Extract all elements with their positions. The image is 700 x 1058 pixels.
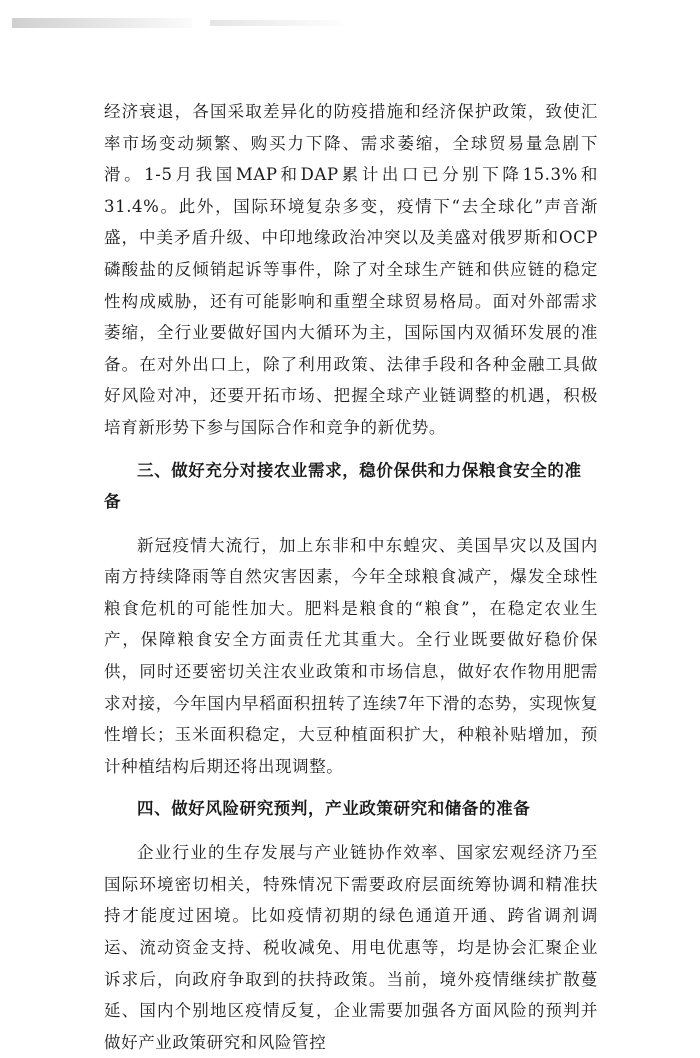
scan-artifact: [210, 20, 350, 26]
body-paragraph: 经济衰退，各国采取差异化的防疫措施和经济保护政策，致使汇率市场变动频繁、购买力下降、需求萎缩，全球贸易量急剧下滑。1-5月我国MAP和DAP累计出口已分别下降15.3%和31.4%。此外，国际环境复杂多变，疫情下“去全球化”声音渐盛，中美矛盾升级、中印地缘政治冲突以及美盛对俄罗斯和OCP磷酸盐的反倾销起诉等事件，除了对全球生产链和供应链的稳定性构成威胁，还有可能影响和重塑全球贸易格局。面对外部需求萎缩，全行业要做好国内大循环为主，国际国内双循环发展的准备。在对外出口上，除了利用政策、法律手段和各种金融工具做好风险对冲，还要开拓市场、把握全球产业链调整的机遇，积极培育新形势下参与国际合作和竞争的新优势。: [104, 102, 598, 437]
body-paragraph: 新冠疫情大流行，加上东非和中东蝗灾、美国旱灾以及国内南方持续降雨等自然灾害因素，今年全球粮食减产，爆发全球性粮食危机的可能性加大。肥料是粮食的“粮食”，在稳定农业生产，保障粮食安全方面责任尤其重大。全行业既要做好稳价保供，同时还要密切关注农业政策和市场信息，做好农作物用肥需求对接，今年国内早稻面积扭转了连续7年下滑的态势，实现恢复性增长；玉米面积稳定，大豆种植面积扩大，种粮补贴增加，预计种植结构后期还将出现调整。: [104, 535, 598, 776]
section-heading: 四、做好风险研究预判，产业政策研究和储备的准备: [137, 799, 531, 819]
document-page: [104, 96, 598, 1058]
section-heading: 三、做好充分对接农业需求，稳价保供和力保粮食安全的准备: [104, 460, 582, 511]
body-paragraph: 企业行业的生存发展与产业链协作效率、国家宏观经济乃至国际环境密切相关，特殊情况下需要政府层面统筹协调和精准扶持才能度过困境。比如疫情初期的绿色通道开通、跨省调剂调运、流动资金支持、税收减免、用电优惠等，均是协会汇聚企业诉求后，向政府争取到的扶持政策。当前，境外疫情继续扩散蔓延、国内个别地区疫情反复，企业需要加强各方面风险的预判并做好产业政策研究和风险管控: [104, 843, 598, 1052]
scan-artifact: [12, 18, 192, 28]
